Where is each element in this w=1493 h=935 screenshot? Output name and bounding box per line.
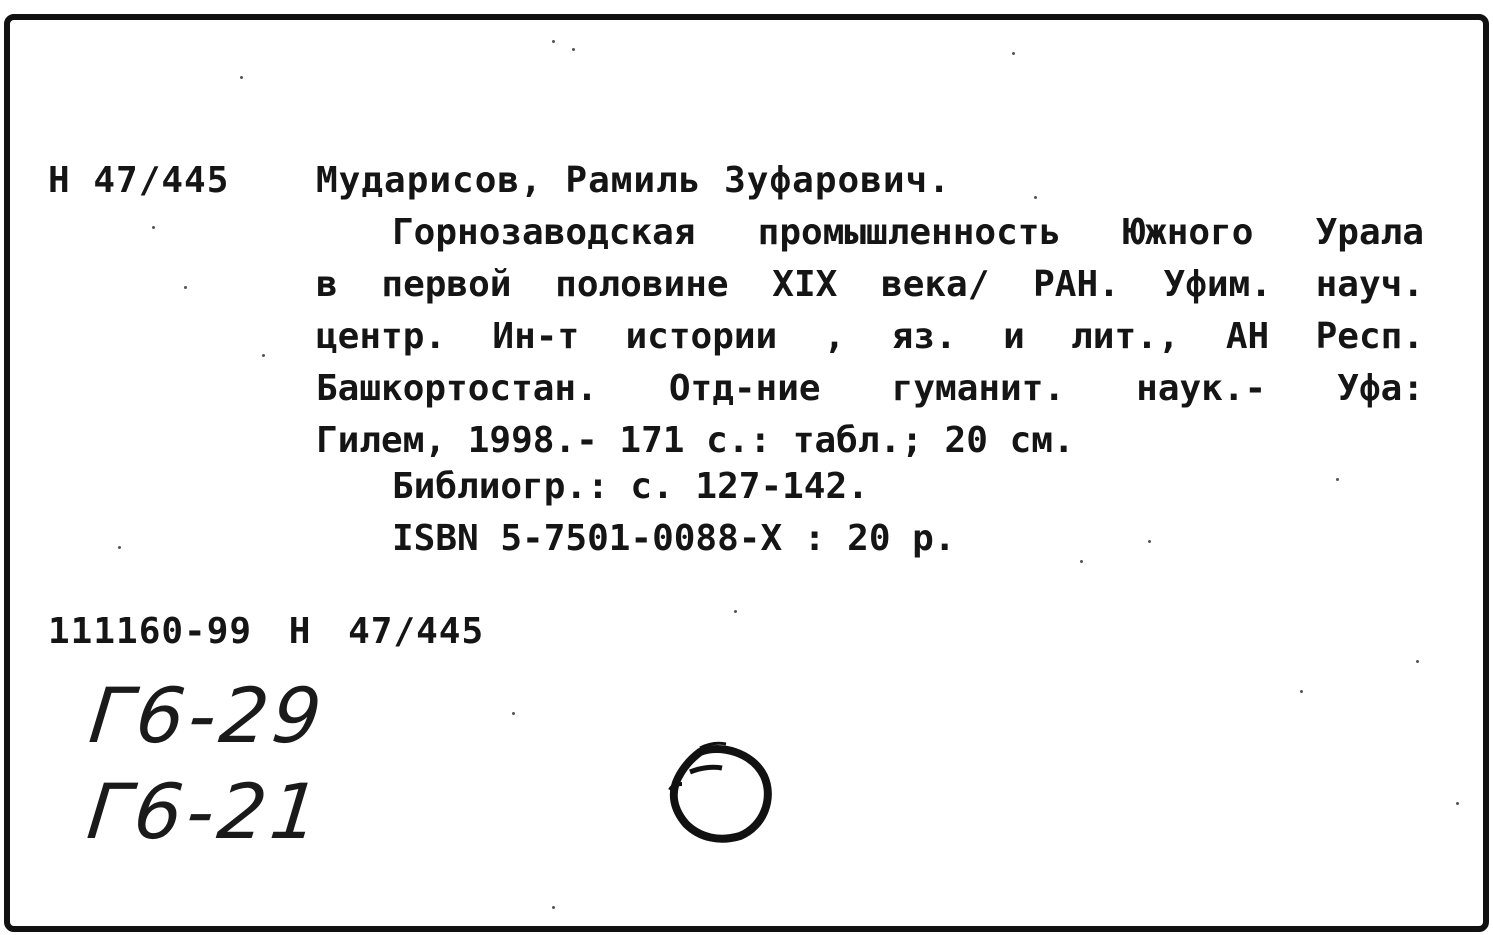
bibliography-note: Библиогр.: с. 127-142. [392,466,869,507]
speck [1080,560,1083,563]
speck [734,610,737,613]
speck [184,286,187,289]
description-line: Гилем, 1998.- 171 с.: табл.; 20 см. [316,420,1075,461]
speck [118,546,121,549]
speck [1336,478,1339,481]
description-line: центр. Ин-т истории , яз. и лит., АН Респ. [316,316,1424,357]
speck [262,354,265,357]
speck [1148,540,1151,543]
accession-number: 111160-99 Н 47/445 [48,611,485,652]
speck [1416,660,1419,663]
speck [552,40,555,43]
speck [240,76,243,79]
description-line: Горнозаводская промышленность Южного Урала [392,212,1424,253]
handwritten-note: Г6-21 [83,767,328,856]
speck [1012,52,1015,55]
speck [1456,802,1459,805]
speck [512,712,515,715]
speck [552,906,555,909]
bibliographic-description [316,207,1424,467]
handwritten-note: Г6-29 [85,671,330,760]
speck [572,48,575,51]
author-heading: Мударисов, Рамиль Зуфарович. [316,160,951,201]
speck [152,226,155,229]
library-stamp-icon [660,738,776,846]
speck [1034,196,1037,199]
description-line: в первой половине XIX века/ РАН. Уфим. науч. [316,264,1424,305]
isbn-line: ISBN 5-7501-0088-X : 20 р. [392,518,956,559]
description-line: Башкортостан. Отд-ние гуманит. наук.- Уфа: [316,368,1424,409]
speck [1300,690,1303,693]
shelfmark: Н 47/445 [48,160,230,201]
